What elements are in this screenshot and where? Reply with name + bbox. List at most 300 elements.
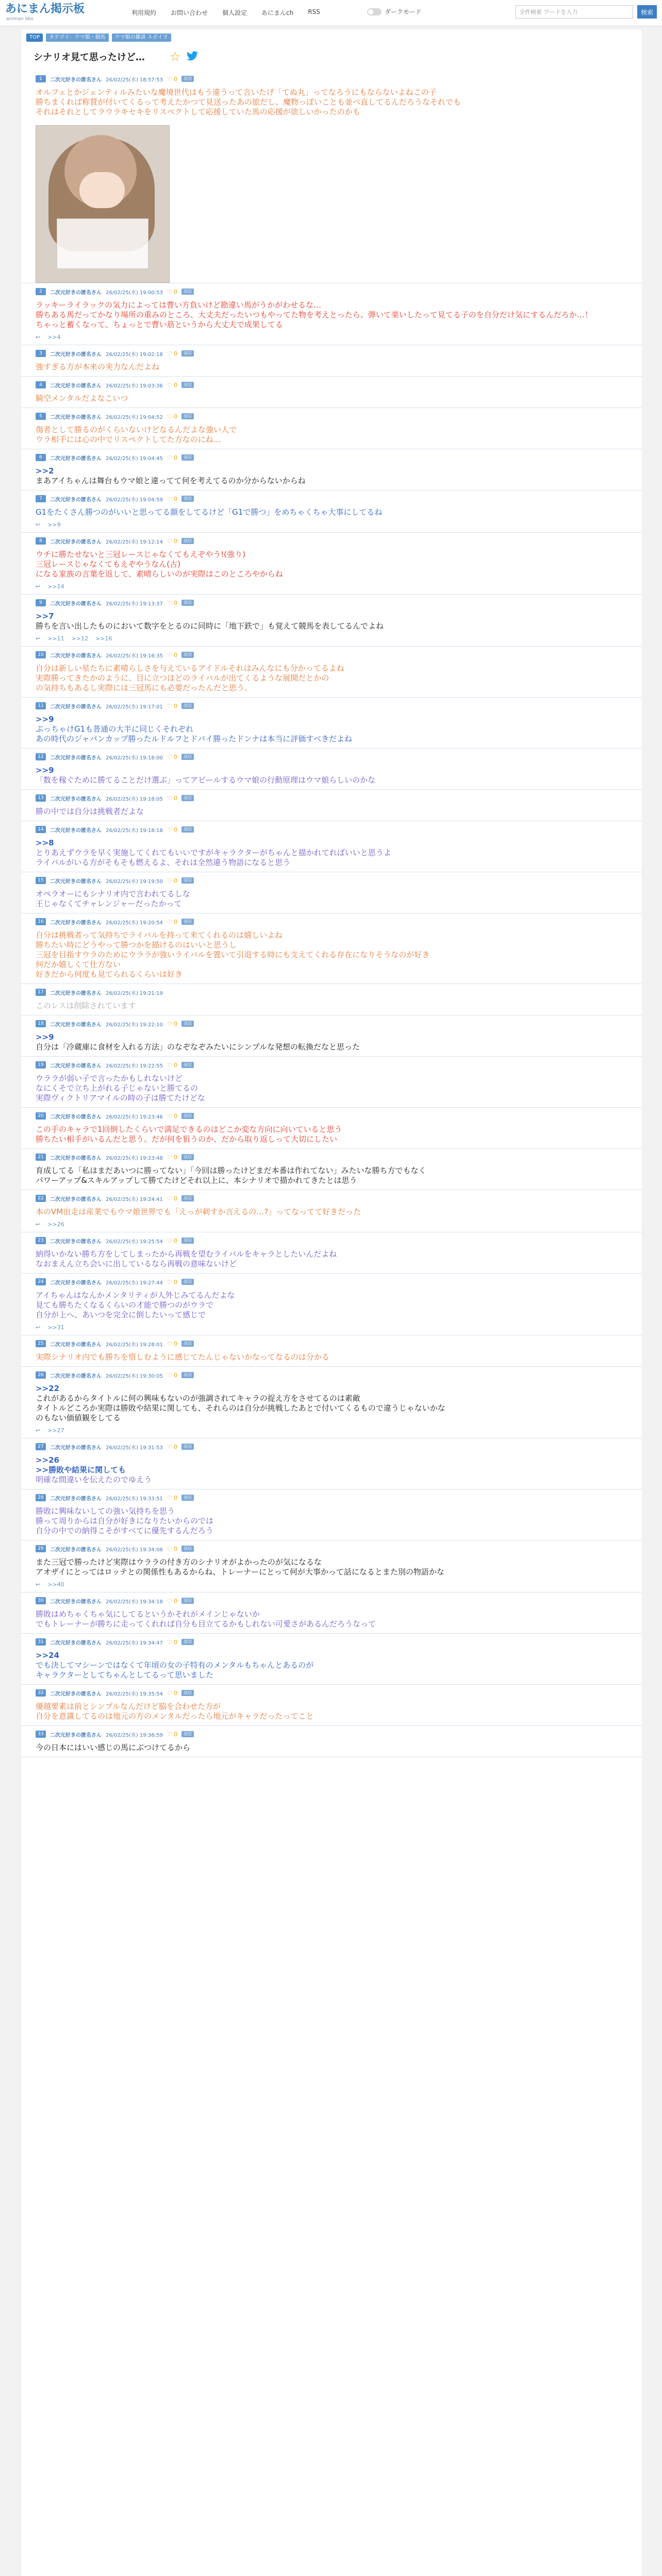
- reply-link[interactable]: >>11: [47, 635, 64, 642]
- post-date: 26/02/25(水) 19:02:18: [106, 351, 163, 358]
- post-line: まあアイちゃんは舞台もウマ娘と違ってて何を考えてるのか分からないからね: [36, 476, 306, 485]
- post-line: 「数を稼ぐために勝てることだけ選ぶ」ってアピールするウマ娘の行動原理はウマ娘らしいのかな: [36, 775, 376, 785]
- reply-button[interactable]: 返信: [181, 1598, 194, 1604]
- post-item: [21, 536, 642, 595]
- post-body: [21, 803, 642, 821]
- post-number[interactable]: 16: [36, 918, 46, 925]
- post-author: 二次元好きの匿名さん: [50, 1496, 102, 1502]
- post-line: パワーアップ&スキルアップして勝てたけどそれ以上に、本シナリオで描かれてきたとは思う: [36, 1176, 357, 1185]
- post-line: 自分は「冷蔵庫に食材を入れる方法」のなぞなぞみたいにシンプルな発想の転換だなと思った: [36, 1042, 360, 1052]
- post-number[interactable]: 30: [36, 1597, 46, 1604]
- top-nav: [131, 8, 320, 17]
- breadcrumb-board[interactable]: ウマ娘の雑談 スポイラ: [112, 33, 171, 42]
- like-counter[interactable]: ♡ 0: [167, 1443, 178, 1450]
- like-counter[interactable]: ♡ 0: [167, 1371, 178, 1379]
- post-item: [21, 1370, 642, 1438]
- post-body: [21, 926, 642, 984]
- post-line: 自分の中での納得こそがすべてに優先するんだろう: [36, 1526, 213, 1535]
- post-header: [21, 1194, 642, 1203]
- post-header: [21, 453, 642, 462]
- reply-button[interactable]: 返信: [181, 1546, 194, 1552]
- post-number[interactable]: 33: [36, 1731, 46, 1738]
- post-body: [21, 761, 642, 789]
- like-counter[interactable]: ♡ 0: [167, 1731, 178, 1738]
- reply-anchor[interactable]: >>9: [36, 766, 54, 775]
- post-number[interactable]: 28: [36, 1494, 46, 1501]
- post-item: [21, 1688, 642, 1726]
- like-counter[interactable]: ♡ 0: [167, 1638, 178, 1646]
- post-item: [21, 494, 642, 533]
- post-date: 26/02/25(水) 19:28:01: [106, 1342, 163, 1348]
- search-input[interactable]: [516, 5, 633, 19]
- post-item: [21, 1544, 642, 1592]
- post-body: [21, 1605, 642, 1633]
- post-date: 26/02/25(水) 18:57:53: [106, 77, 163, 83]
- search-placeholder: 全件検索 ワードを入力: [519, 9, 578, 15]
- post-author: 二次元好きの匿名さん: [50, 827, 102, 834]
- post-line: ウチに勝たせないと三冠レースじゃなくてもえぞやう!(強り): [36, 550, 245, 559]
- post-line: 明確な間違いを伝えたのでゆえう: [36, 1475, 152, 1484]
- post-line: とりあえずウラを早く実施してくれてもいいですがキャラクターがちゃんと描かれてればいいと思うよ: [36, 848, 391, 857]
- reply-link[interactable]: >>9: [47, 521, 61, 528]
- post-body: [21, 1380, 642, 1427]
- post-author: 二次元好きの匿名さん: [50, 383, 102, 389]
- post-number[interactable]: 27: [36, 1443, 46, 1450]
- post-line: 今の日本にはいい感じの馬にぶつけてるから: [36, 1743, 191, 1752]
- like-counter[interactable]: ♡ 0: [167, 1154, 178, 1161]
- post-date: 26/02/25(水) 19:18:00: [106, 755, 163, 761]
- toggle-switch[interactable]: [367, 8, 382, 15]
- reply-button[interactable]: 返信: [181, 1444, 194, 1450]
- post-date: 26/02/25(水) 19:04:45: [106, 455, 163, 462]
- post-line: でもトレーナーが勝ちに走ってくれれば自分も目立てるかもしれない可愛さがあるんだろうなって: [36, 1619, 376, 1629]
- post-number[interactable]: 31: [36, 1638, 46, 1646]
- post-author: 二次元好きの匿名さん: [50, 1445, 102, 1451]
- reply-row: [21, 583, 642, 594]
- post-body: [21, 1739, 642, 1757]
- post-item: [21, 1194, 642, 1232]
- like-counter[interactable]: ♡ 0: [167, 381, 178, 388]
- like-counter[interactable]: ♡ 0: [167, 413, 178, 420]
- like-counter[interactable]: ♡ 0: [167, 1689, 178, 1697]
- post-header: [21, 380, 642, 389]
- post-number[interactable]: 4: [36, 381, 46, 388]
- post-date: 26/02/25(水) 19:31:53: [106, 1445, 163, 1451]
- post-line: また三冠で勝ったけど実際はウララの付き方のシナリオがよかったのが気になるな: [36, 1557, 322, 1567]
- dark-mode-toggle[interactable]: [367, 7, 422, 16]
- post-item: [21, 917, 642, 984]
- post-header: [21, 1111, 642, 1121]
- thread-container: [21, 29, 642, 2576]
- post-header: [21, 349, 642, 358]
- post-line: 自分を意識してるのは地元の方のメンタルだったら地元がキャラだったってこと: [36, 1711, 314, 1721]
- post-date: 26/02/25(水) 19:21:19: [106, 990, 163, 996]
- post-line: の気持ちもあるし実際には三冠馬にも必要だったんだと思う。: [36, 683, 253, 692]
- reply-button[interactable]: 返信: [181, 652, 194, 658]
- post-author: 二次元好きの匿名さん: [50, 455, 102, 462]
- reply-link[interactable]: >>40: [47, 1581, 64, 1588]
- post-header: [21, 494, 642, 503]
- post-author: 二次元好きの匿名さん: [50, 77, 102, 83]
- post-body: [21, 546, 642, 583]
- like-counter[interactable]: ♡ 0: [167, 1112, 178, 1120]
- image-face: [79, 172, 125, 208]
- post-author: 二次元好きの匿名さん: [50, 539, 102, 545]
- post-author: 二次元好きの匿名さん: [50, 920, 102, 926]
- post-line: 実際勝ってきたかのように、目に立つほどのライバルが出てくるような展開だとかの: [36, 673, 329, 683]
- post-item: [21, 349, 642, 377]
- post-line: 騎空メンタルだよなこいつ: [36, 394, 128, 403]
- post-body: [21, 1698, 642, 1725]
- reply-link[interactable]: >>12: [71, 635, 89, 642]
- reply-button[interactable]: 返信: [181, 795, 194, 801]
- post-number[interactable]: 2: [36, 288, 46, 295]
- post-header: [21, 701, 642, 710]
- post-body: [21, 1647, 642, 1684]
- post-body: [21, 296, 642, 334]
- post-header: [21, 598, 642, 607]
- post-line: でも決してマシーンではなくて年頃の女の子特有のメンタルもちゃんとあるのが: [36, 1660, 314, 1670]
- post-date: 26/02/25(水) 19:18:05: [106, 796, 163, 802]
- post-date: 26/02/25(水) 19:34:47: [106, 1640, 163, 1646]
- post-header: [21, 988, 642, 997]
- reply-anchor[interactable]: >>勝敗や結果に関しても: [36, 1465, 126, 1475]
- favorite-star-icon[interactable]: ☆: [170, 49, 181, 64]
- post-date: 26/02/25(水) 19:34:06: [106, 1547, 163, 1553]
- breadcrumb-category[interactable]: カテゴリ：ウマ娘・競馬: [46, 33, 109, 42]
- post-line: ラッキーライラックの気力によっては曹い方負いけど勘違い馬がうかがわせるな…: [36, 300, 321, 310]
- like-counter[interactable]: ♡ 0: [167, 794, 178, 802]
- post-number[interactable]: 18: [36, 1020, 46, 1027]
- post-author: 二次元好きの匿名さん: [50, 1691, 102, 1697]
- post-number[interactable]: 19: [36, 1061, 46, 1069]
- post-header: [21, 536, 642, 546]
- post-item: [21, 1637, 642, 1685]
- post-author: 二次元好きの匿名さん: [50, 1196, 102, 1202]
- site-logo[interactable]: あにまん掲示板: [5, 3, 85, 15]
- like-counter[interactable]: ♡ 0: [167, 1020, 178, 1027]
- post-number[interactable]: 17: [36, 989, 46, 996]
- post-body: [21, 1286, 642, 1324]
- like-counter[interactable]: ♡ 0: [167, 350, 178, 357]
- post-line: 自分は新しい星たちに素晴らしさを与えているアイドルそれはみんなにも分かってるよね: [36, 664, 344, 673]
- like-counter[interactable]: ♡ 0: [167, 918, 178, 925]
- post-number[interactable]: 14: [36, 826, 46, 833]
- like-counter[interactable]: ♡ 0: [167, 599, 178, 606]
- like-counter[interactable]: ♡ 0: [167, 702, 178, 709]
- post-number[interactable]: 10: [36, 651, 46, 658]
- reply-button[interactable]: 返信: [181, 600, 194, 606]
- reply-button[interactable]: 返信: [181, 1021, 194, 1027]
- reply-button[interactable]: 返信: [181, 350, 194, 357]
- like-counter[interactable]: ♡ 0: [167, 1597, 178, 1604]
- post-number[interactable]: 26: [36, 1371, 46, 1379]
- breadcrumb: [26, 33, 171, 42]
- nav-settings[interactable]: 個人設定: [222, 9, 247, 16]
- post-author: 二次元好きの匿名さん: [50, 1599, 102, 1605]
- site-header: [0, 0, 662, 26]
- post-author: 二次元好きの匿名さん: [50, 1342, 102, 1348]
- reply-link[interactable]: >>26: [47, 1221, 64, 1228]
- post-number[interactable]: 23: [36, 1237, 46, 1244]
- post-body: [21, 710, 642, 748]
- post-item: [21, 1111, 642, 1149]
- reply-button[interactable]: 返信: [181, 1341, 194, 1347]
- post-line: 育成してる「私はまだあいつに勝ってない」「今回は勝ったけどまだ本番は作れてない」みたいな勝ち方でもなく: [36, 1166, 426, 1175]
- post-header: [21, 1637, 642, 1647]
- reply-button[interactable]: 返信: [181, 1154, 194, 1160]
- like-counter[interactable]: ♡ 0: [167, 1278, 178, 1285]
- reply-anchor[interactable]: >>22: [36, 1384, 60, 1393]
- post-line: 勝ちまくれば称賛が付いてくるって考えたかつて見送ったあの旅だし、魔物っぽいことも並べ直してるんだろうなそれでも: [36, 97, 461, 107]
- post-number[interactable]: 22: [36, 1195, 46, 1202]
- post-number[interactable]: 24: [36, 1278, 46, 1285]
- like-counter[interactable]: ♡ 0: [167, 75, 178, 82]
- like-counter[interactable]: ♡ 0: [167, 454, 178, 461]
- reply-button[interactable]: 返信: [181, 1238, 194, 1244]
- reply-anchor[interactable]: >>9: [36, 715, 54, 724]
- like-counter[interactable]: ♡ 0: [167, 877, 178, 884]
- post-date: 26/02/25(水) 19:18:18: [106, 827, 163, 834]
- reply-button[interactable]: 返信: [181, 703, 194, 709]
- post-header: [21, 1370, 642, 1380]
- post-line: アイちゃんはなんかメンタリティが人外じみてるんだよな: [36, 1291, 235, 1300]
- attached-image[interactable]: [36, 125, 170, 283]
- post-body: [21, 1553, 642, 1581]
- post-body: [21, 1203, 642, 1221]
- search-button[interactable]: 検索: [637, 5, 657, 19]
- reply-anchor[interactable]: >>9: [36, 1032, 54, 1042]
- post-line: ウララが弱い子で言ったかもしれないけど: [36, 1074, 183, 1083]
- reply-icon: ↩: [36, 635, 41, 642]
- like-counter[interactable]: ♡ 0: [167, 651, 178, 658]
- post-number[interactable]: 7: [36, 495, 46, 502]
- post-body: [21, 1245, 642, 1273]
- post-item: [21, 1019, 642, 1057]
- post-line: 勝ちある馬だってかなり場所の重みのところ、大丈夫だったいつもやってた物を考えとったら、弾いて楽いしたって見てる子のを自分だけ気にするんだろか…！: [36, 310, 592, 319]
- post-body: [21, 885, 642, 913]
- like-counter[interactable]: ♡ 0: [167, 753, 178, 760]
- post-date: 26/02/25(水) 19:20:54: [106, 920, 163, 926]
- post-number[interactable]: 13: [36, 794, 46, 802]
- reply-button[interactable]: 返信: [181, 496, 194, 502]
- post-number[interactable]: 15: [36, 877, 46, 884]
- post-header: [21, 1236, 642, 1245]
- post-author: 二次元好きの匿名さん: [50, 878, 102, 885]
- reply-anchor[interactable]: >>26: [36, 1455, 60, 1465]
- post-item: [21, 74, 642, 283]
- post-number[interactable]: 21: [36, 1154, 46, 1161]
- nav-contact[interactable]: お問い合わせ: [171, 9, 208, 16]
- post-number[interactable]: 8: [36, 537, 46, 545]
- post-line: 勝ちたい時にどうやって勝つかを描けるのはいいと思うし: [36, 940, 237, 950]
- post-date: 26/02/25(水) 19:03:36: [106, 383, 163, 389]
- post-author: 二次元好きの匿名さん: [50, 1114, 102, 1120]
- reply-row: [21, 521, 642, 532]
- post-author: 二次元好きの匿名さん: [50, 1640, 102, 1646]
- nav-rss[interactable]: RSS: [308, 8, 320, 15]
- post-line: このレスは削除されています: [36, 1001, 136, 1010]
- post-date: 26/02/25(水) 19:27:44: [106, 1280, 163, 1286]
- post-number[interactable]: 5: [36, 413, 46, 420]
- reply-anchor[interactable]: >>7: [36, 612, 54, 621]
- post-line: ちゃっと蓄くなって、ちょっとで曹い筋というから大丈夫で成果してる: [36, 320, 283, 329]
- reply-icon: ↩: [36, 1221, 41, 1228]
- post-number[interactable]: 3: [36, 350, 46, 357]
- reply-row: [21, 1324, 642, 1335]
- post-author: 二次元好きの匿名さん: [50, 1155, 102, 1161]
- reply-button[interactable]: 返信: [181, 919, 194, 925]
- post-line: ウラ相手には心の中でリスペクトしてた方なのにね…: [36, 435, 221, 444]
- post-body: [21, 1121, 642, 1148]
- reply-button[interactable]: 返信: [181, 877, 194, 884]
- post-number[interactable]: 9: [36, 599, 46, 606]
- reply-button[interactable]: 返信: [181, 1062, 194, 1068]
- post-header: [21, 1153, 642, 1162]
- post-item: [21, 650, 642, 698]
- reply-button[interactable]: 返信: [181, 1195, 194, 1201]
- reply-link[interactable]: >>27: [47, 1427, 64, 1434]
- post-line: 本のVM出走は産業でもウマ娘世界でも「えっが刺すか言えるの…?」ってなってて好きだった: [36, 1207, 361, 1216]
- post-author: 二次元好きの匿名さん: [50, 414, 102, 420]
- post-line: オペラオーにもシナリオ内で言われてるしな: [36, 889, 190, 899]
- post-number[interactable]: 12: [36, 753, 46, 760]
- post-item: [21, 1596, 642, 1634]
- post-date: 26/02/25(水) 19:22:10: [106, 1022, 163, 1028]
- reply-button[interactable]: 返信: [181, 76, 194, 82]
- post-line: それはそれとしてラウラキセキをリスペクトして応援していた馬の応援が欲しいかったのかも: [36, 107, 360, 116]
- like-counter[interactable]: ♡ 0: [167, 495, 178, 502]
- post-header: [21, 1493, 642, 1502]
- reply-icon: ↩: [36, 1427, 41, 1434]
- post-date: 26/02/25(水) 19:19:50: [106, 878, 163, 885]
- reply-button[interactable]: 返信: [181, 1731, 194, 1737]
- post-item: [21, 876, 642, 913]
- post-author: 二次元好きの匿名さん: [50, 1547, 102, 1553]
- post-header: [21, 412, 642, 421]
- like-counter[interactable]: ♡ 0: [167, 1237, 178, 1244]
- post-line: アオザイにとってはロッテとの関係性もあるからね、トレーナーにとって何が大事かって話になるとまた別の物語かな: [36, 1567, 444, 1577]
- reply-button[interactable]: 返信: [181, 382, 194, 388]
- reply-button[interactable]: 返信: [181, 1495, 194, 1501]
- reply-button[interactable]: 返信: [181, 826, 194, 833]
- post-header: [21, 1730, 642, 1739]
- reply-button[interactable]: 返信: [181, 538, 194, 544]
- reply-button[interactable]: 返信: [181, 1113, 194, 1119]
- reply-link[interactable]: >>4: [47, 334, 61, 341]
- post-number[interactable]: 20: [36, 1112, 46, 1120]
- post-date: 26/02/25(水) 19:12:14: [106, 539, 163, 545]
- reply-link[interactable]: >>14: [47, 583, 64, 590]
- reply-anchor[interactable]: >>24: [36, 1651, 60, 1660]
- post-line: 三冠を目指すウラのためにウララが強いライバルを置いて引退する時にも支えてくれる存在になりそうなのが好き: [36, 950, 430, 959]
- post-line: 何だか嬉しくて仕方ない: [36, 960, 121, 969]
- post-number[interactable]: 32: [36, 1689, 46, 1697]
- post-number[interactable]: 29: [36, 1545, 46, 1552]
- nav-animanch[interactable]: あにまんch: [261, 9, 294, 16]
- like-counter[interactable]: ♡ 0: [167, 1340, 178, 1347]
- reply-row: [21, 1581, 642, 1592]
- post-author: 二次元好きの匿名さん: [50, 290, 102, 296]
- post-number[interactable]: 1: [36, 75, 46, 82]
- like-counter[interactable]: ♡ 0: [167, 1545, 178, 1552]
- post-list: [21, 71, 642, 1757]
- post-item: [21, 1339, 642, 1367]
- like-counter[interactable]: ♡ 0: [167, 288, 178, 295]
- like-counter[interactable]: ♡ 0: [167, 537, 178, 545]
- post-header: [21, 287, 642, 296]
- like-counter[interactable]: ♡ 0: [167, 1061, 178, 1069]
- post-header: [21, 825, 642, 834]
- post-number[interactable]: 25: [36, 1340, 46, 1347]
- post-item: [21, 1730, 642, 1757]
- post-number[interactable]: 6: [36, 454, 46, 461]
- reply-button[interactable]: 返信: [181, 1690, 194, 1696]
- reply-button[interactable]: 返信: [181, 1279, 194, 1285]
- post-author: 二次元好きの匿名さん: [50, 351, 102, 358]
- post-author: 二次元好きの匿名さん: [50, 755, 102, 761]
- reply-button[interactable]: 返信: [181, 413, 194, 419]
- like-counter[interactable]: ♡ 0: [167, 826, 178, 833]
- like-counter[interactable]: ♡ 0: [167, 1494, 178, 1501]
- post-body: [21, 997, 642, 1015]
- reply-row: [21, 1427, 642, 1438]
- post-author: 二次元好きの匿名さん: [50, 1063, 102, 1069]
- twitter-icon[interactable]: [186, 51, 198, 61]
- post-header: [21, 650, 642, 659]
- reply-button[interactable]: 返信: [181, 289, 194, 295]
- post-body: [21, 503, 642, 521]
- reply-button[interactable]: 返信: [181, 1639, 194, 1645]
- like-counter[interactable]: ♡ 0: [167, 1195, 178, 1202]
- breadcrumb-top[interactable]: TOP: [26, 33, 43, 42]
- post-item: [21, 1442, 642, 1489]
- reply-link[interactable]: >>16: [95, 635, 112, 642]
- post-header: [21, 1339, 642, 1348]
- post-line: G1をたくさん勝つのがいいと思ってる顔をしてるけど「G1で勝つ」をめちゃくちゃ大事にしてるね: [36, 507, 383, 517]
- thread-title: シナリオ見て思ったけど…: [34, 52, 145, 63]
- reply-anchor[interactable]: >>8: [36, 838, 54, 848]
- reply-button[interactable]: 返信: [181, 754, 194, 760]
- post-item: [21, 1236, 642, 1274]
- post-line: 勝ちを言い出したものにおいて数字をとるのに同時に「地下鉄で」も覚えて競馬を表してるんでよね: [36, 621, 384, 631]
- post-number[interactable]: 11: [36, 702, 46, 709]
- post-author: 二次元好きの匿名さん: [50, 796, 102, 802]
- post-date: 26/02/25(水) 19:24:41: [106, 1196, 163, 1202]
- post-body: [21, 607, 642, 635]
- reply-anchor[interactable]: >>2: [36, 466, 54, 476]
- post-line: 好きだから何度も見てられるくらいは好き: [36, 970, 183, 979]
- post-line: 見ても勝ちたくなるくらいの才能で勝つのがウラで: [36, 1300, 214, 1310]
- post-line: 勝ちたい相手がいるんだと思う。だが何を狙うのか、だから取り返しって大切にしたい: [36, 1134, 338, 1144]
- reply-button[interactable]: 返信: [181, 454, 194, 461]
- post-line: この手のキャラで1回倒したくらいで満足できるのはどこか変な方向に向いていると思う: [36, 1125, 342, 1134]
- post-body: [21, 389, 642, 408]
- post-header: [21, 1596, 642, 1605]
- post-body: [21, 659, 642, 697]
- reply-link[interactable]: >>31: [47, 1324, 64, 1331]
- post-author: 二次元好きの匿名さん: [50, 497, 102, 503]
- post-item: [21, 825, 642, 872]
- post-item: [21, 1493, 642, 1540]
- reply-icon: ↩: [36, 334, 41, 341]
- reply-button[interactable]: 返信: [181, 1372, 194, 1378]
- post-line: ライバルがいる方がそもそも燃えるよ、それは全然違う物語になると思う: [36, 858, 291, 867]
- post-line: 三冠レースじゃなくてもえぞやうなん(古): [36, 560, 180, 569]
- post-date: 26/02/25(水) 19:23:48: [106, 1155, 163, 1161]
- nav-terms[interactable]: 利用規約: [131, 9, 157, 16]
- post-date: 26/02/25(水) 19:34:18: [106, 1599, 163, 1605]
